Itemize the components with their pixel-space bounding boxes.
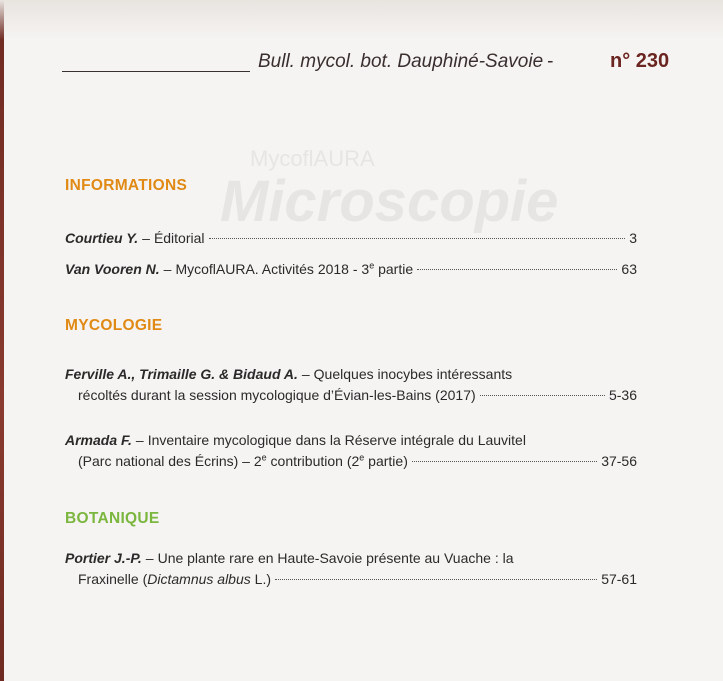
entry-title-line-2: Fraxinelle (Dictamnus albus L.)	[78, 571, 271, 587]
watermark-small-text: MycoflAURA	[250, 146, 375, 171]
left-edge-band	[0, 0, 4, 681]
toc-entry[interactable]	[65, 430, 637, 472]
entry-separator: –	[145, 550, 154, 566]
journal-name: Bull. mycol. bot. Dauphiné-Savoie	[258, 51, 544, 72]
toc-entry[interactable]	[65, 228, 637, 249]
entry-author: Courtieu Y.	[65, 230, 139, 246]
entry-title-line-2: récoltés durant la session mycologique d’Évian-les-Bains (2017)	[78, 387, 476, 403]
entry-pages: 37-56	[601, 453, 637, 469]
issue-number: n° 230	[610, 50, 670, 72]
toc-entry[interactable]	[65, 259, 637, 280]
entry-title-line-1: Inventaire mycologique dans la Réserve intégrale du Lauvitel	[147, 432, 526, 448]
watermark-big-text: Microscopie	[220, 169, 559, 234]
entry-separator: –	[135, 432, 144, 448]
entry-author: Portier J.-P.	[65, 550, 142, 566]
entry-author: Van Vooren N.	[65, 261, 160, 277]
dot-leader	[417, 268, 617, 270]
entry-author: Armada F.	[65, 432, 132, 448]
journal-title	[258, 51, 557, 73]
entry-pages: 3	[629, 230, 637, 246]
entry-title-line-1: Une plante rare en Haute-Savoie présente au Vuache : la	[157, 550, 514, 566]
entry-separator: –	[163, 261, 172, 277]
top-shade	[0, 0, 723, 40]
page-header	[62, 50, 702, 78]
section-title-mycologie: MYCOLOGIE	[65, 317, 163, 334]
entry-author: Ferville A., Trimaille G. & Bidaud A.	[65, 366, 298, 382]
section-title-botanique: BOTANIQUE	[65, 510, 160, 527]
entry-title-line-1: Quelques inocybes intéressants	[313, 366, 513, 382]
section-title-informations: INFORMATIONS	[65, 177, 188, 194]
entry-pages: 57-61	[601, 571, 637, 587]
header-dash: -	[547, 51, 554, 72]
toc-entry[interactable]	[65, 548, 637, 590]
dot-leader	[209, 237, 626, 239]
entry-title: Éditorial	[153, 230, 205, 246]
dot-leader	[412, 460, 597, 462]
entry-pages: 63	[621, 261, 637, 277]
entry-separator: –	[142, 230, 150, 246]
header-rule	[62, 71, 250, 72]
dot-leader	[275, 578, 597, 580]
species-name: Dictamnus albus	[147, 571, 251, 587]
entry-separator: –	[301, 366, 310, 382]
dot-leader	[480, 394, 605, 396]
entry-title: MycoflAURA. Activités 2018 - 3e partie	[175, 260, 414, 277]
entry-title-line-2: (Parc national des Écrins) – 2e contribution (2e partie)	[78, 452, 408, 469]
entry-pages: 5-36	[608, 387, 637, 403]
toc-entry[interactable]	[65, 364, 637, 406]
